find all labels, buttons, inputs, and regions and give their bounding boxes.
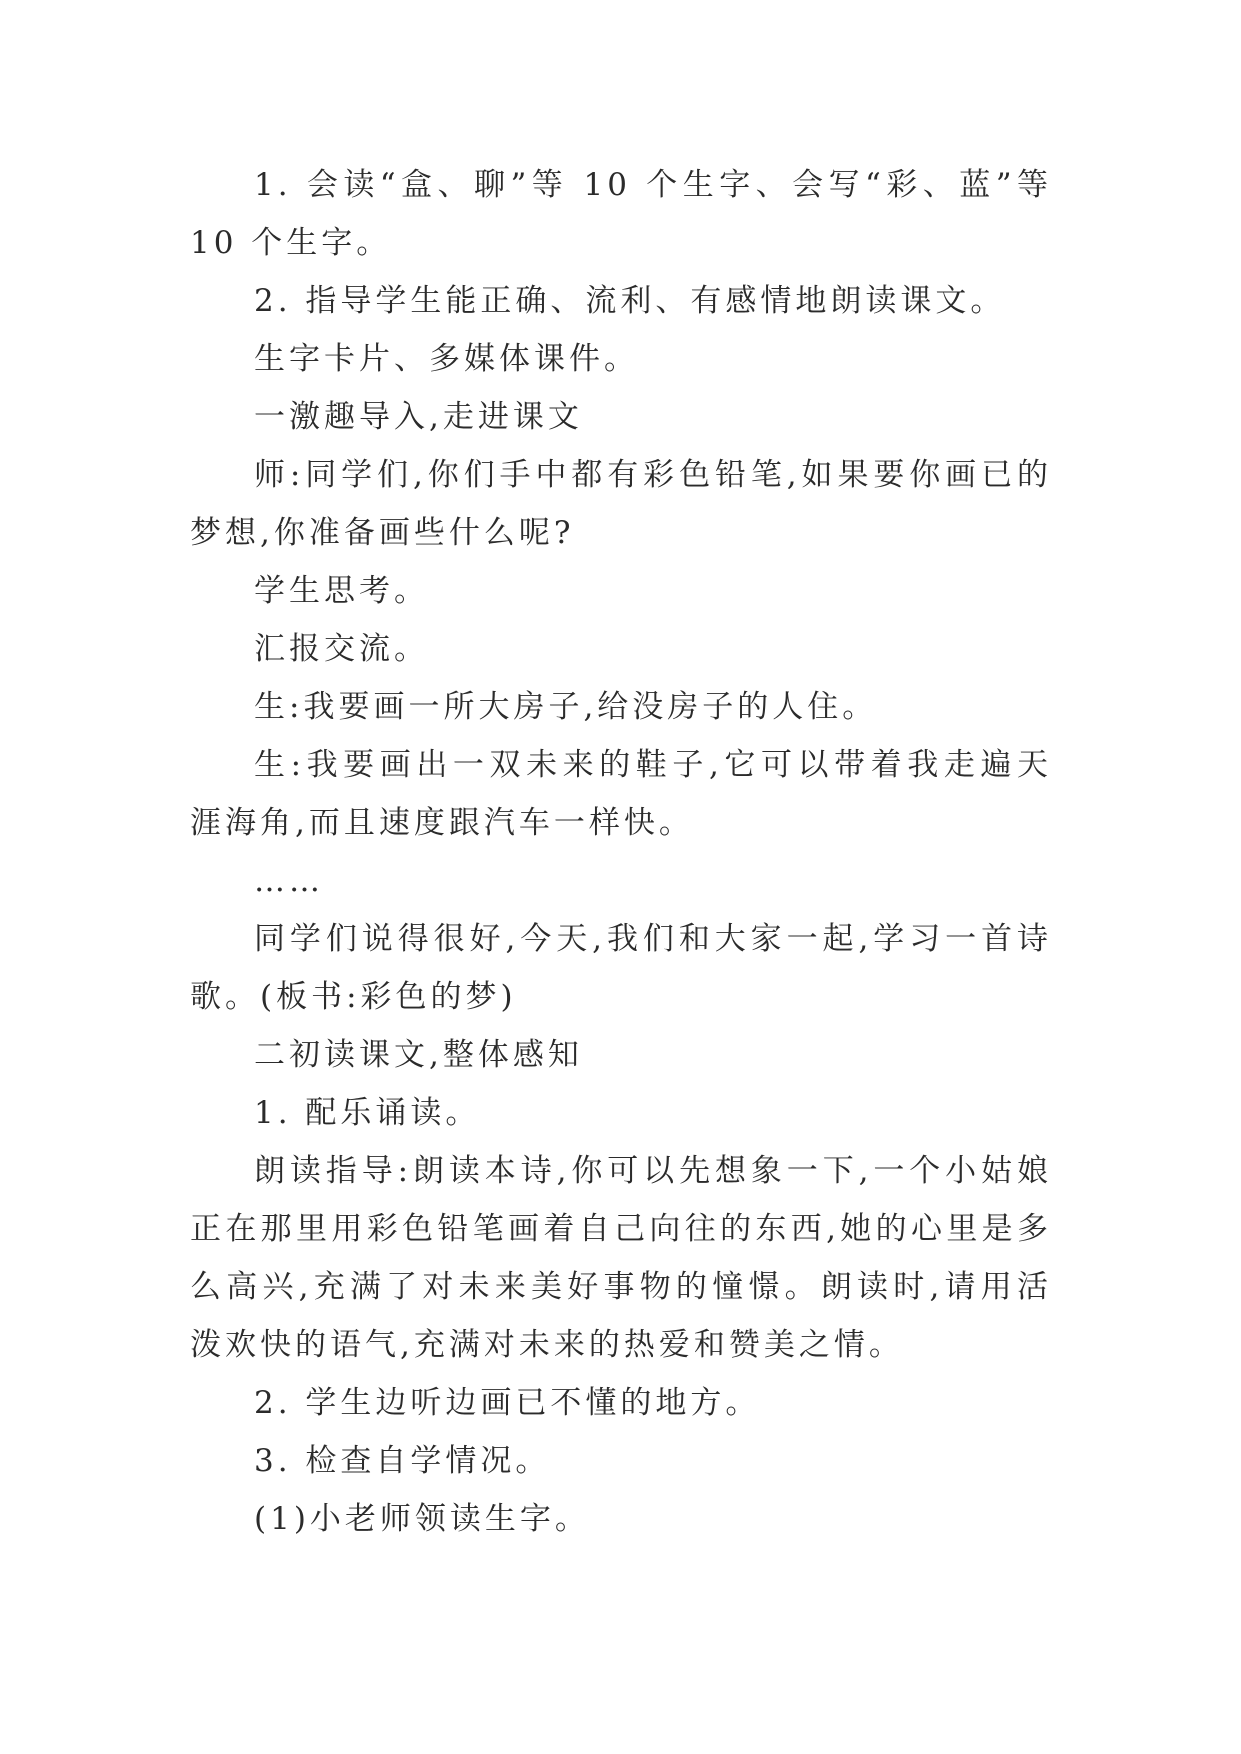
student-answer-1: 生:我要画一所大房子,给没房子的人住。 [254, 689, 878, 725]
student-answer-2: 生:我要画出一双未来的鞋子,它可以带着我走遍天涯海角,而且速度跟汽车一样快。 [190, 747, 1052, 841]
materials: 生字卡片、多媒体课件。 [254, 341, 639, 377]
student-thinking: 学生思考。 [254, 573, 429, 609]
section-heading-1: 一激趣导入,走进课文 [254, 399, 583, 435]
reading-guidance: 朗读指导:朗读本诗,你可以先想象一下,一个小姑娘正在那里用彩色铅笔画着自己向往的东西,她的心里是多么高兴,充满了对未来美好事物的憧憬。朗读时,请用活泼欢快的语气,充满对未来的热爱和赞美之情。 [190, 1153, 1052, 1363]
objective-2: 2. 指导学生能正确、流利、有感情地朗读课文。 [254, 283, 1006, 319]
objective-1: 1. 会读“盒、聊”等 10 个生字、会写“彩、蓝”等 10 个生字。 [190, 167, 1052, 261]
teacher-question: 师:同学们,你们手中都有彩色铅笔,如果要你画已的梦想,你准备画些什么呢? [190, 457, 1052, 551]
step-1: 1. 配乐诵读。 [254, 1095, 481, 1131]
section-heading-2: 二初读课文,整体感知 [254, 1037, 583, 1073]
teacher-intro: 同学们说得很好,今天,我们和大家一起,学习一首诗歌。(板书:彩色的梦) [190, 921, 1052, 1015]
step-2: 2. 学生边听边画已不懂的地方。 [254, 1385, 761, 1421]
document-body [190, 156, 1052, 1548]
report-exchange: 汇报交流。 [254, 631, 429, 667]
step-3: 3. 检查自学情况。 [254, 1443, 551, 1479]
ellipsis: …… [254, 863, 324, 899]
step-3-sub-1: (1)小老师领读生字。 [254, 1501, 590, 1537]
